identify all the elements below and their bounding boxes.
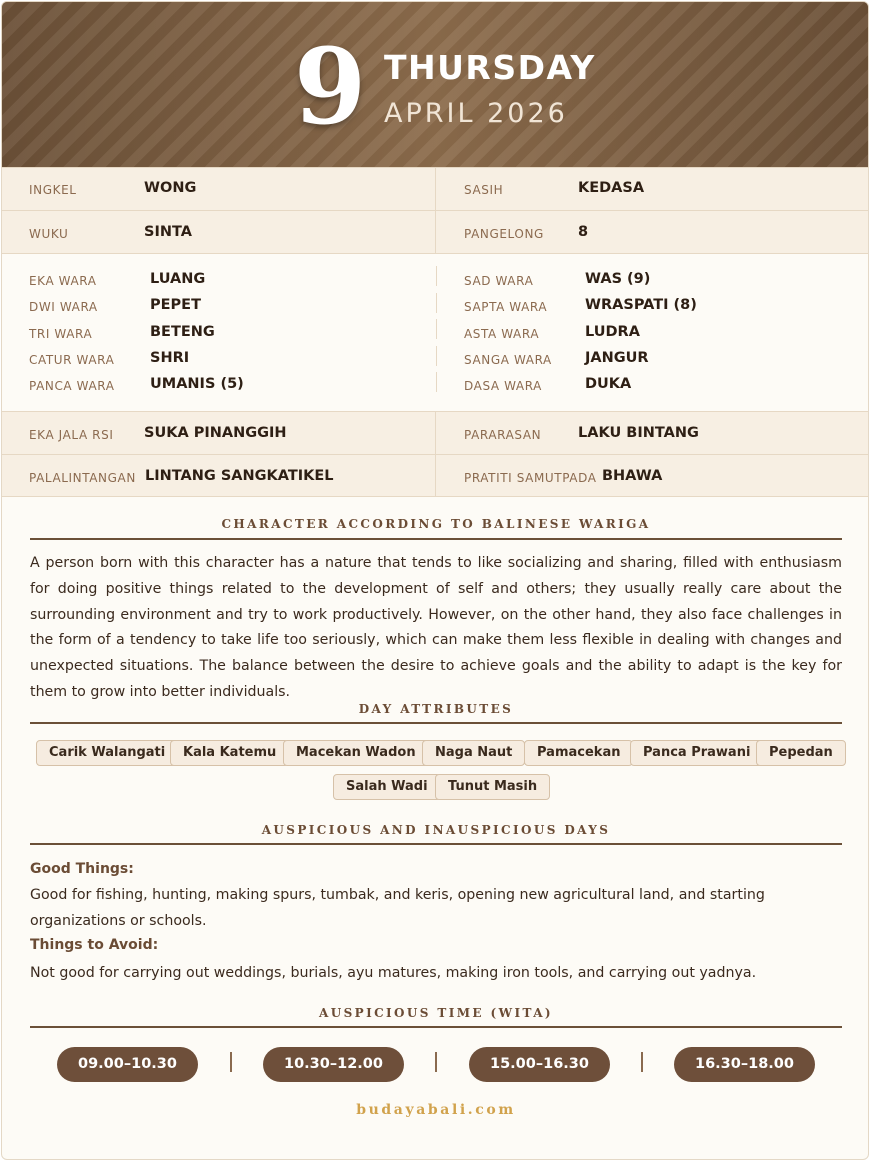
info-cell-sasih (436, 168, 869, 210)
wara-label: TRI WARA (29, 327, 93, 341)
attribute-chip: Pamacekan (524, 740, 633, 766)
auspicious-days-title: AUSPICIOUS AND INAUSPICIOUS DAYS (261, 823, 611, 837)
wara-divider (436, 266, 437, 401)
info-value: KEDASA (578, 180, 645, 196)
info-cell-pangelong (436, 211, 869, 253)
info-cell-pratiti-samutpada (436, 455, 869, 496)
info-row-ingkel-sasih (2, 167, 869, 211)
month-year-label: APRIL 2026 (384, 98, 568, 129)
wara-label: SANGA WARA (464, 353, 552, 367)
attribute-chip: Kala Katemu (170, 740, 289, 766)
wara-value: BETENG (150, 324, 215, 340)
time-separator (435, 1052, 437, 1072)
wara-label: ASTA WARA (464, 327, 540, 341)
attribute-chip: Tunut Masih (435, 774, 550, 800)
day-number: 9 (293, 25, 367, 148)
wara-label: DASA WARA (464, 379, 542, 393)
info-row-wuku-pangelong (2, 210, 869, 254)
info-cell-pararasan (436, 412, 869, 454)
info-label: PRATITI SAMUTPADA (464, 471, 597, 485)
wara-label: DWI WARA (29, 300, 98, 314)
wara-value: UMANIS (5) (150, 376, 244, 392)
attribute-chip: Panca Prawani (630, 740, 763, 766)
auspicious-time-title: AUSPICIOUS TIME (WITA) (319, 1006, 553, 1020)
date-header (2, 2, 869, 167)
section-divider (30, 722, 842, 724)
time-slot: 15.00–16.30 (469, 1047, 610, 1082)
info-label: PARARASAN (464, 428, 542, 442)
time-slot: 09.00–10.30 (57, 1047, 198, 1082)
info-label: PALALINTANGAN (29, 471, 136, 485)
info-label: WUKU (29, 227, 69, 241)
wara-value: PEPET (150, 297, 201, 313)
info-value: SUKA PINANGGIH (144, 425, 287, 441)
info-cell-ingkel (2, 168, 436, 210)
info-label: SASIH (464, 183, 504, 197)
character-section-title: CHARACTER ACCORDING TO BALINESE WARIGA (221, 517, 651, 531)
attribute-chip: Naga Naut (422, 740, 525, 766)
day-attributes-list (30, 740, 842, 800)
site-footer: budayabali.com (356, 1102, 516, 1118)
time-separator (641, 1052, 643, 1072)
info-row-ekajalarsi-pararasan (2, 411, 869, 455)
wara-table (2, 254, 869, 412)
wara-value: WRASPATI (8) (585, 297, 697, 313)
day-attributes-title: DAY ATTRIBUTES (358, 702, 514, 716)
wara-value: LUANG (150, 271, 206, 287)
info-cell-wuku (2, 211, 436, 253)
info-label: INGKEL (29, 183, 77, 197)
section-divider (30, 1026, 842, 1028)
attribute-chip: Pepedan (756, 740, 846, 766)
calendar-card (1, 1, 869, 1160)
attribute-chip: Carik Walangati (36, 740, 178, 766)
character-description: A person born with this character has a nature that tends to like socializing and sharing, filled with enthusiasm for doing positive things related to the development of self and others; they usually really care about the surrounding environment and try to work productively. However, on the other hand, they also face challenges in the form of a tendency to take life too seriously, which can make them less flexible in dealing with changes and unexpected situations. The balance between the desire to achieve goals and the ability to adapt is the key for them to grow into better individuals. (30, 555, 842, 700)
wara-label: SAPTA WARA (464, 300, 548, 314)
info-value: BHAWA (602, 468, 663, 484)
things-to-avoid-heading: Things to Avoid: (30, 937, 159, 953)
info-cell-eka-jala-rsi (2, 412, 436, 454)
wara-value: JANGUR (585, 350, 649, 366)
things-to-avoid-text: Not good for carrying out weddings, burials, ayu matures, making iron tools, and carrying out yadnya. (30, 965, 757, 981)
section-divider (30, 538, 842, 540)
wara-value: DUKA (585, 376, 632, 392)
wara-label: EKA WARA (29, 274, 97, 288)
info-value: WONG (144, 180, 197, 196)
info-cell-palalintangan (2, 455, 436, 496)
attribute-chip: Salah Wadi (333, 774, 441, 800)
wara-value: SHRI (150, 350, 190, 366)
time-slot: 16.30–18.00 (674, 1047, 815, 1082)
info-value: LINTANG SANGKATIKEL (145, 468, 334, 484)
weekday-label: THURSDAY (384, 48, 596, 87)
time-separator (230, 1052, 232, 1072)
info-label: EKA JALA RSI (29, 428, 114, 442)
wara-label: SAD WARA (464, 274, 534, 288)
good-things-text: Good for fishing, hunting, making spurs, tumbak, and keris, opening new agricultural land, and starting organizations or schools. (30, 887, 765, 929)
section-divider (30, 843, 842, 845)
info-value: 8 (578, 224, 589, 240)
wara-value: LUDRA (585, 324, 640, 340)
wara-label: CATUR WARA (29, 353, 115, 367)
info-row-palalintangan-pratiti (2, 454, 869, 497)
attribute-chip: Macekan Wadon (283, 740, 429, 766)
wara-value: WAS (9) (585, 271, 651, 287)
wara-label: PANCA WARA (29, 379, 115, 393)
info-value: LAKU BINTANG (578, 425, 699, 441)
info-value: SINTA (144, 224, 192, 240)
good-things-heading: Good Things: (30, 861, 134, 877)
info-label: PANGELONG (464, 227, 544, 241)
time-slot: 10.30–12.00 (263, 1047, 404, 1082)
